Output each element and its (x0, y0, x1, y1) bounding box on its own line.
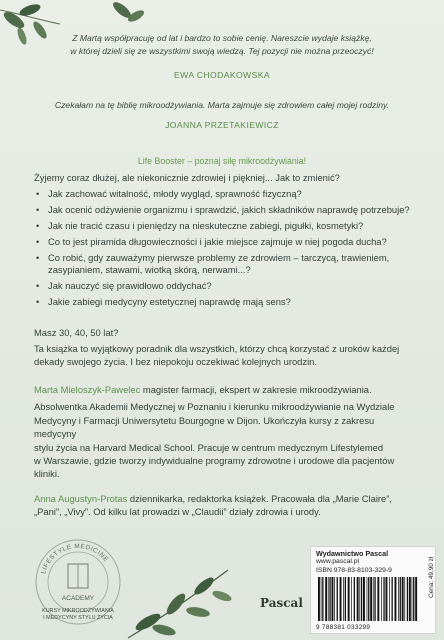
barcode-bar (329, 577, 330, 621)
author-bio-marta (34, 383, 414, 481)
barcode-bar (337, 577, 338, 621)
barcode-bar (415, 577, 417, 621)
quote-line: Z Martą współpracuję od lat i bardzo to sobie cenię. Nareszcie wydaje książkę, (72, 33, 372, 43)
barcode-bar (334, 577, 335, 621)
book-icon (68, 564, 88, 588)
badge-caption-line: KURSY MIKROODŻYWIANIA (42, 608, 114, 614)
barcode-bar (361, 577, 362, 621)
barcode-bar (368, 577, 369, 621)
barcode-bar (413, 577, 414, 621)
barcode-bar (383, 577, 384, 621)
list-item: • Jakie zabiegi medycyny estetycznej naprawdę mają sens? (34, 296, 424, 308)
barcode-bar (322, 577, 323, 621)
barcode-bar (377, 577, 379, 621)
age-question: Masz 30, 40, 50 lat? (34, 327, 119, 338)
barcode-bar (398, 577, 399, 621)
barcode-bar (374, 577, 375, 621)
barcode-bar (321, 577, 322, 621)
guide-line: dekady swojego życia. I bez niepokoju oczekiwać kolejnych urodzin. (34, 356, 317, 368)
list-item: • Jak nie tracić czasu i pieniędzy na nieskuteczne zabiegi, pigułki, kosmetyki? (34, 220, 424, 232)
bio-line: w Warszawie, gdzie tworzy indywidualne programy zdrowotne i urodowe dla pacjentów (34, 455, 395, 467)
quote-przetakiewicz (20, 99, 424, 112)
barcode-bar (409, 577, 411, 621)
publisher-name: Wydawnictwo Pascal (316, 549, 389, 558)
bio-line: „Pani”, „Vivy”. Od kilku lat prowadzi w „Claudii” działy zdrowia i urody. (34, 506, 321, 518)
list-item: • Jak zachować witalność, młody wygląd, sprawność fizyczną? (34, 188, 424, 200)
barcode-bar (407, 577, 408, 621)
barcode-bar (348, 577, 350, 621)
list-item: • Co to jest piramida długowieczności i jakie miejsce zajmuje w niej pogoda ducha? (34, 236, 424, 248)
barcode-bar (354, 577, 355, 621)
barcode-bar (343, 577, 344, 621)
badge-caption (28, 608, 128, 622)
quote-line: w której dzieli się ze wszystkimi swoją wiedzą. Tej pozycji nie można przeoczyć! (70, 46, 374, 56)
quote-line: Czekałam na tę biblię mikroodżywiania. Marta zajmuje się zdrowiem całej mojej rodziny. (54, 100, 390, 110)
author-bio-anna (34, 492, 414, 519)
publisher-logo: Pascal (260, 596, 303, 610)
barcode-bar (351, 577, 352, 621)
barcode-bar (328, 577, 329, 621)
question-list (34, 188, 424, 312)
barcode (316, 577, 420, 623)
list-item-continuation: zasypianiem, stawami, wiotką skórą, nerwami...? (48, 263, 251, 275)
badge-ring-text: LIFESTYLE MEDICINE (40, 542, 110, 575)
publisher-url: www.pascal.pl (316, 558, 360, 565)
barcode-bar (318, 577, 320, 621)
bio-line: kliniki. (34, 468, 60, 480)
guide-paragraph (34, 342, 414, 369)
barcode-bar (402, 577, 404, 621)
barcode-bar (357, 577, 359, 621)
badge-center: ACADEMY (61, 595, 95, 602)
barcode-bar (389, 577, 390, 621)
leaf-branch-icon (118, 560, 258, 640)
barcode-bar (370, 577, 372, 621)
quote-author: JOANNA PRZETAKIEWICZ (165, 120, 279, 130)
barcode-bar (359, 577, 360, 621)
barcode-number: 9 788381 033299 (316, 624, 371, 631)
barcode-bar (381, 577, 382, 621)
barcode-bar (373, 577, 374, 621)
barcode-bar (345, 577, 346, 621)
barcode-bar (332, 577, 334, 621)
quote-author: EWA CHODAKOWSKA (174, 70, 270, 80)
intro-text: Żyjemy coraz dłużej, ale niekonicznie zdrowiej i piękniej... Jak to zmienić? (34, 172, 340, 183)
badge-caption-line: I MEDYCYNY STYLU ŻYCIA (43, 615, 113, 621)
bio-line: Medycyny i Farmacji Uniwersytetu Bourgogne w Dijon. Ukończyła kursy z zakresu medycyny (34, 414, 375, 440)
quote-chodakowska (30, 32, 414, 58)
barcode-bar (404, 577, 405, 621)
author-name: Anna Augustyn-Protas (34, 493, 128, 504)
barcode-bar (395, 577, 397, 621)
barcode-bar (392, 577, 393, 621)
bio-text: magister farmacji, ekspert w zakresie mikroodżywiania. (140, 384, 372, 395)
bio-text: dziennikarka, redaktorka książek. Pracowała dla „Marie Claire”, (127, 493, 392, 504)
author-name: Marta Mieloszyk-Pawelec (34, 384, 141, 395)
list-item: • Co robić, gdy zauważymy pierwsze problemy ze zdrowiem – tarczycą, trawieniem, (34, 252, 424, 264)
barcode-bar (400, 577, 401, 621)
barcode-bar (340, 577, 342, 621)
barcode-bar (363, 577, 365, 621)
barcode-bar (386, 577, 388, 621)
booster-title: Life Booster – poznaj siłę mikroodżywiania! (137, 156, 307, 166)
guide-line: Ta książka to wyjątkowy poradnik dla wszystkich, którzy chcą korzystać z uroków każdej (34, 343, 400, 354)
barcode-bar (325, 577, 327, 621)
price: Cena: 49,90 zł (428, 556, 435, 598)
barcode-bar (367, 577, 368, 621)
barcode-bar (412, 577, 413, 621)
isbn: ISBN 978-83-8103-329-9 (316, 567, 392, 574)
list-item: • Jak ocenić odżywienie organizmu i sprawdzić, jakich składników naprawdę potrzebuje? (34, 204, 424, 216)
bio-line: stylu życia na Harvard Medical School. Pracuje w centrum medycznym Lifestylemed (34, 441, 384, 453)
list-item: • Jak nauczyć się prawidłowo oddychać? (34, 280, 424, 292)
bio-line: Absolwentka Akademii Medycznej w Poznaniu i kierunku mikroodżywianie na Wydziale (34, 401, 395, 413)
